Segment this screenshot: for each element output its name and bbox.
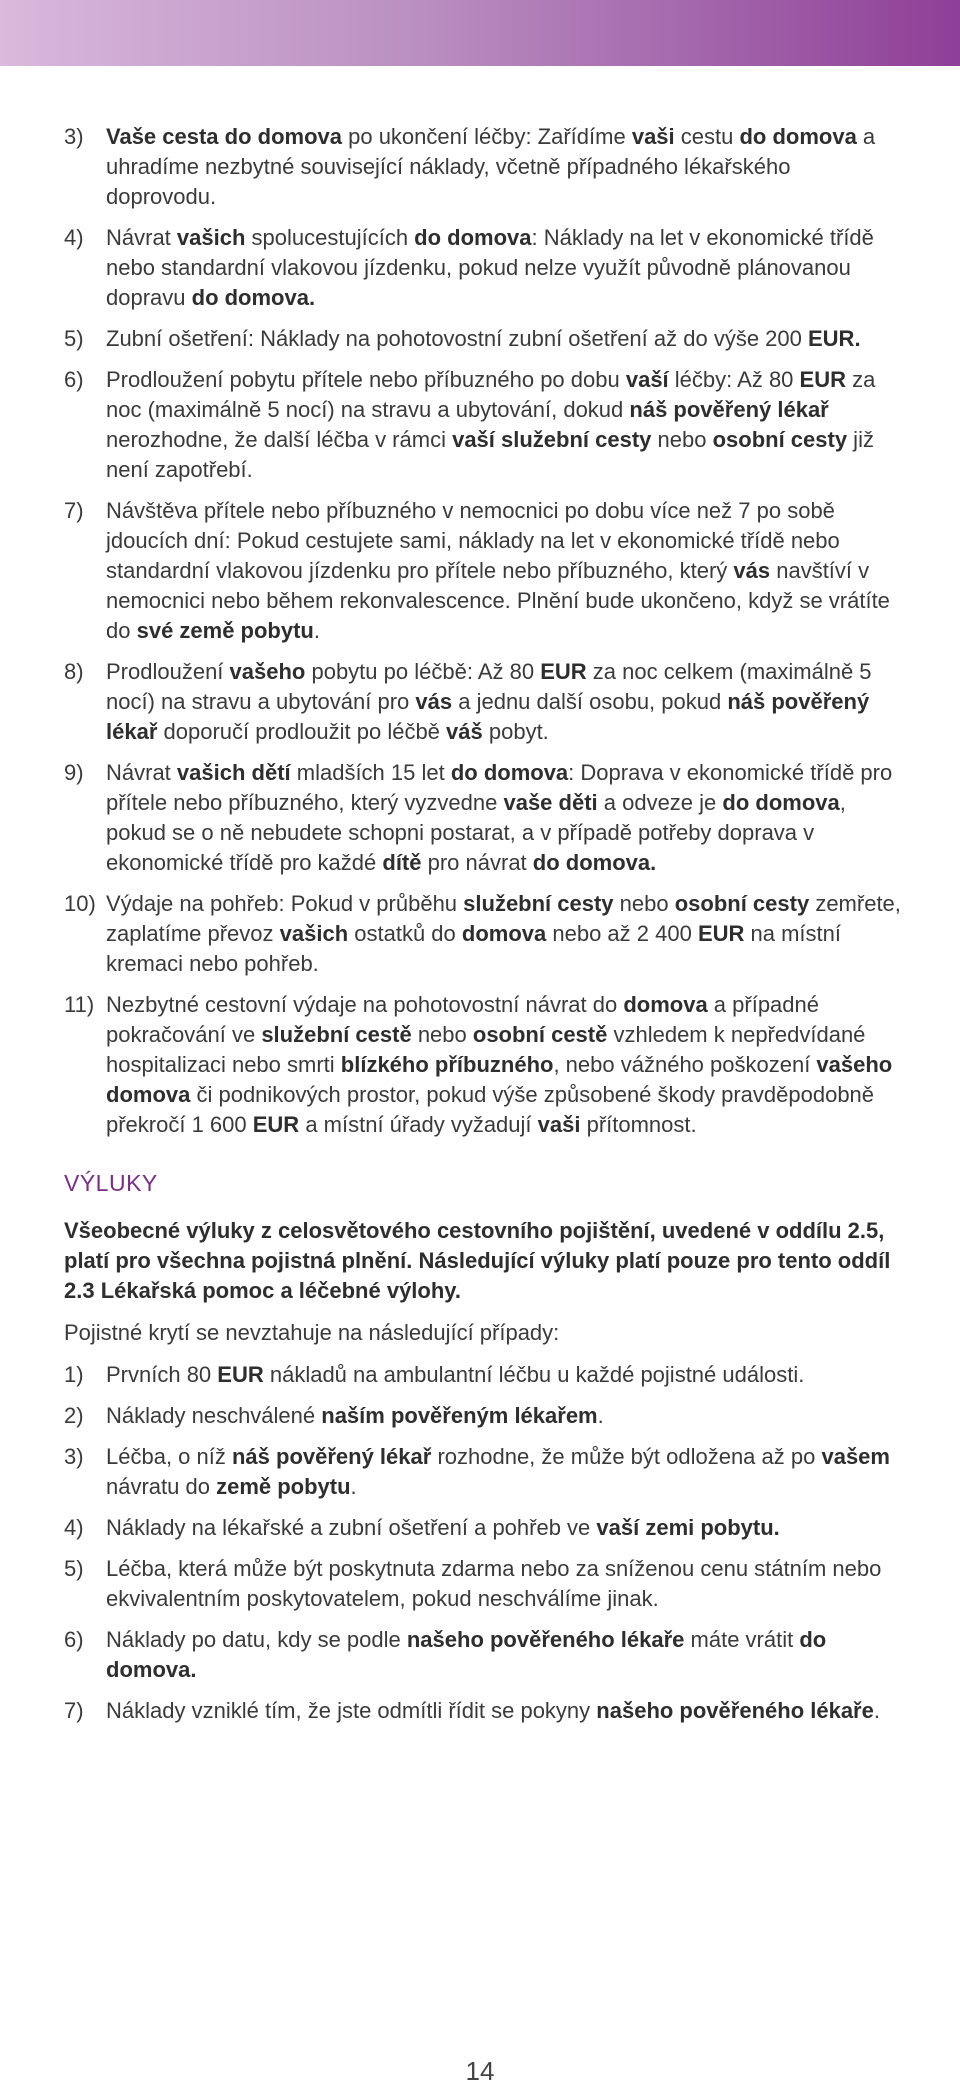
text-run: Náklady po datu, kdy se podle xyxy=(106,1627,407,1652)
text-run: spolucestujících xyxy=(245,225,415,250)
text-run: Zubní ošetření: Náklady na pohotovostní zubní ošetření až do výše 200 xyxy=(106,326,808,351)
emphasized-term: do domova. xyxy=(532,850,657,875)
emphasized-term: náš pověřený lékař xyxy=(106,689,870,744)
text-run: a odveze je xyxy=(597,790,723,815)
emphasized-term: dítě xyxy=(382,850,422,875)
exclusions-intro: Pojistné krytí se nevztahuje na následující případy: xyxy=(64,1320,560,1345)
text-run: . xyxy=(873,1698,880,1723)
emphasized-term: vaši xyxy=(631,124,675,149)
emphasized-term: vaše děti xyxy=(503,790,598,815)
text-run: Návrat xyxy=(106,225,177,250)
text-run: Náklady vzniklé tím, že jste odmítli řídit se pokyny xyxy=(106,1698,597,1723)
page-number: 14 xyxy=(465,2056,495,2086)
text-run: Náklady na lékařské a zubní ošetření a pohřeb ve xyxy=(106,1515,597,1540)
text-run: a jednu další osobu, pokud xyxy=(452,689,728,714)
text-run: nerozhodne, že další léčba v rámci xyxy=(106,427,453,452)
text-run: nebo xyxy=(613,891,675,916)
text-run: pro návrat xyxy=(421,850,533,875)
emphasized-term: vašem xyxy=(821,1444,890,1469)
text-run: po ukončení léčby: Zařídíme xyxy=(342,124,632,149)
emphasized-term: do domova. xyxy=(191,285,316,310)
emphasized-term: domova xyxy=(461,921,547,946)
list-item xyxy=(64,657,904,747)
emphasized-term: EUR xyxy=(799,367,846,392)
text-run: či podnikových prostor, pokud výše způsobené škody pravděpodobně překročí 1 600 xyxy=(106,1082,875,1137)
emphasized-term: země pobytu xyxy=(216,1474,351,1499)
emphasized-term: vaši xyxy=(537,1112,581,1137)
list-item xyxy=(64,365,904,485)
emphasized-term: EUR xyxy=(217,1362,264,1387)
list-item-number: 7) xyxy=(64,498,84,523)
emphasized-term: vás xyxy=(415,689,453,714)
emphasized-term: našeho pověřeného lékaře xyxy=(406,1627,685,1652)
emphasized-term: domova xyxy=(623,992,708,1017)
list-item-number: 7) xyxy=(64,1698,84,1723)
text-run: nákladů na ambulantní léčbu u každé pojistné události. xyxy=(263,1362,805,1387)
text-run: Prvních 80 xyxy=(106,1362,218,1387)
emphasized-term: do domova. xyxy=(106,1627,827,1682)
list-item-number: 6) xyxy=(64,1627,84,1652)
text-run: přítomnost. xyxy=(580,1112,697,1137)
emphasized-term: služební cesty xyxy=(463,891,614,916)
text-run: zemřete, zaplatíme převoz xyxy=(106,891,901,946)
emphasized-term: do domova xyxy=(450,760,569,785)
emphasized-term: vašich xyxy=(176,225,246,250)
text-run: a případné pokračování ve xyxy=(106,992,819,1047)
list-item-number: 4) xyxy=(64,1515,84,1540)
emphasized-term: své země pobytu xyxy=(136,618,314,643)
list-item xyxy=(64,1696,904,1726)
list-item xyxy=(64,496,904,646)
emphasized-term: váš xyxy=(446,719,483,744)
list-item-number: 1) xyxy=(64,1362,84,1387)
page-content xyxy=(64,122,904,1737)
list-item xyxy=(64,1401,904,1431)
text-run: mladších 15 let xyxy=(290,760,451,785)
list-item xyxy=(64,1442,904,1502)
text-run: Léčba, o níž xyxy=(106,1444,232,1469)
text-run: máte vrátit xyxy=(684,1627,800,1652)
list-item-number: 3) xyxy=(64,1444,84,1469)
text-run: Nezbytné cestovní výdaje na pohotovostní návrat do xyxy=(106,992,624,1017)
list-item-number: 3) xyxy=(64,124,84,149)
emphasized-term: našeho pověřeného lékaře xyxy=(596,1698,874,1723)
list-item-number: 5) xyxy=(64,326,84,351)
text-run: Výdaje na pohřeb: Pokud v průběhu xyxy=(106,891,464,916)
list-item xyxy=(64,1554,904,1614)
emphasized-term: vaší služební cesty xyxy=(452,427,652,452)
text-run: pobyt. xyxy=(482,719,549,744)
list-item xyxy=(64,1360,904,1390)
emphasized-term: náš pověřený lékař xyxy=(629,397,829,422)
text-run: nebo xyxy=(651,427,713,452)
emphasized-term: náš pověřený lékař xyxy=(231,1444,432,1469)
text-run: doporučí prodloužit po léčbě xyxy=(157,719,447,744)
text-run: pobytu po léčbě: Až 80 xyxy=(305,659,541,684)
exclusions-list xyxy=(64,1360,904,1726)
text-run: : Doprava v ekonomické třídě pro přítele nebo příbuzného, který vyzvedne xyxy=(106,760,893,815)
text-run: návratu do xyxy=(106,1474,217,1499)
text-run: za noc celkem (maximálně 5 nocí) na stravu a ubytování pro xyxy=(106,659,872,714)
emphasized-term: do domova xyxy=(739,124,857,149)
emphasized-term: naším pověřeným lékařem xyxy=(321,1403,598,1428)
emphasized-term: služební cestě xyxy=(261,1022,412,1047)
emphasized-term: do domova xyxy=(722,790,840,815)
text-run: nebo xyxy=(411,1022,473,1047)
emphasized-term: vašich dětí xyxy=(176,760,291,785)
text-run: léčby: Až 80 xyxy=(668,367,800,392)
emphasized-term: do domova xyxy=(414,225,532,250)
text-run: již není zapotřebí. xyxy=(106,427,874,482)
emphasized-term: EUR xyxy=(540,659,587,684)
emphasized-term: EUR xyxy=(252,1112,300,1137)
text-run: Náklady neschválené xyxy=(106,1403,322,1428)
list-item xyxy=(64,758,904,878)
list-item xyxy=(64,1513,904,1543)
list-item-number: 11) xyxy=(64,992,95,1017)
emphasized-term: osobní cesty xyxy=(712,427,848,452)
text-run: Prodloužení xyxy=(106,659,230,684)
text-run: Prodloužení pobytu přítele nebo příbuzného po dobu xyxy=(106,367,626,392)
text-run: , pokud se o ně nebudete schopni postarat, a v případě potřeby doprava v ekonomické třídě pro každé xyxy=(106,790,846,875)
emphasized-term: vás xyxy=(733,558,771,583)
list-item-number: 10) xyxy=(64,891,96,916)
text-run: . xyxy=(350,1474,357,1499)
text-run: Léčba, která může být poskytnuta zdarma nebo za sníženou cenu státním nebo ekvivalentním poskytovatelem, pokud neschválíme jinak. xyxy=(106,1556,882,1611)
emphasized-term: vaší xyxy=(625,367,669,392)
emphasized-term: vašeho xyxy=(229,659,306,684)
emphasized-term: Vaše cesta do domova xyxy=(106,124,342,149)
text-run: nebo až 2 400 xyxy=(546,921,698,946)
text-run: ostatků do xyxy=(348,921,462,946)
text-run: . xyxy=(313,618,320,643)
list-item-number: 2) xyxy=(64,1403,84,1428)
text-run: rozhodne, že může být odložena až po xyxy=(431,1444,822,1469)
list-item-number: 5) xyxy=(64,1556,84,1581)
list-item-number: 9) xyxy=(64,760,84,785)
text-run: cestu xyxy=(674,124,740,149)
text-run: . xyxy=(597,1403,604,1428)
text-run: : Náklady na let v ekonomické třídě nebo standardní vlakovou jízdenku, pokud nelze využít původně plánovanou dopravu xyxy=(106,225,874,310)
emphasized-term: vašeho domova xyxy=(106,1052,893,1107)
list-item-number: 8) xyxy=(64,659,84,684)
list-item xyxy=(64,223,904,313)
top-gradient-band xyxy=(0,0,960,66)
text-run: , nebo vážného poškození xyxy=(553,1052,817,1077)
list-item xyxy=(64,122,904,212)
text-run: a místní úřady vyžadují xyxy=(299,1112,538,1137)
emphasized-term: vašich xyxy=(279,921,349,946)
text-run: a uhradíme nezbytné související náklady, včetně případného lékařského doprovodu. xyxy=(106,124,876,209)
text-run: Návštěva přítele nebo příbuzného v nemocnici po dobu více než 7 po sobě jdoucích dní: Pokud cestujete sami, náklady na let v ekonomické třídě nebo standardní vlakovou jízdenku pro přítele nebo příbuzného, který xyxy=(106,498,840,583)
list-item xyxy=(64,990,904,1140)
emphasized-term: osobní cesty xyxy=(674,891,810,916)
text-run: vzhledem k nepředvídané hospitalizaci nebo smrti xyxy=(106,1022,866,1077)
list-item xyxy=(64,324,904,354)
section-heading: VÝLUKY xyxy=(64,1170,158,1196)
list-item-number: 4) xyxy=(64,225,84,250)
emphasized-term: vaší zemi pobytu. xyxy=(596,1515,780,1540)
emphasized-term: EUR. xyxy=(808,326,861,351)
exclusions-intro-bold: Všeobecné výluky z celosvětového cestovního pojištění, uvedené v oddílu 2.5, platí pro všechna pojistná plnění. Následující výluky platí pouze pro tento oddíl 2.3 Lékařská pomoc a léčebné výlohy. xyxy=(64,1218,891,1303)
benefits-list xyxy=(64,122,904,1140)
list-item-number: 6) xyxy=(64,367,84,392)
emphasized-term: EUR xyxy=(697,921,745,946)
text-run: na místní kremaci nebo pohřeb. xyxy=(106,921,841,976)
list-item xyxy=(64,889,904,979)
list-item xyxy=(64,1625,904,1685)
emphasized-term: blízkého příbuzného xyxy=(340,1052,554,1077)
text-run: Návrat xyxy=(106,760,177,785)
text-run: za noc (maximálně 5 nocí) na stravu a ubytování, dokud xyxy=(106,367,876,422)
text-run: navštíví v nemocnici nebo během rekonvalescence. Plnění bude ukončeno, když se vrátíte do xyxy=(106,558,890,643)
emphasized-term: osobní cestě xyxy=(472,1022,608,1047)
